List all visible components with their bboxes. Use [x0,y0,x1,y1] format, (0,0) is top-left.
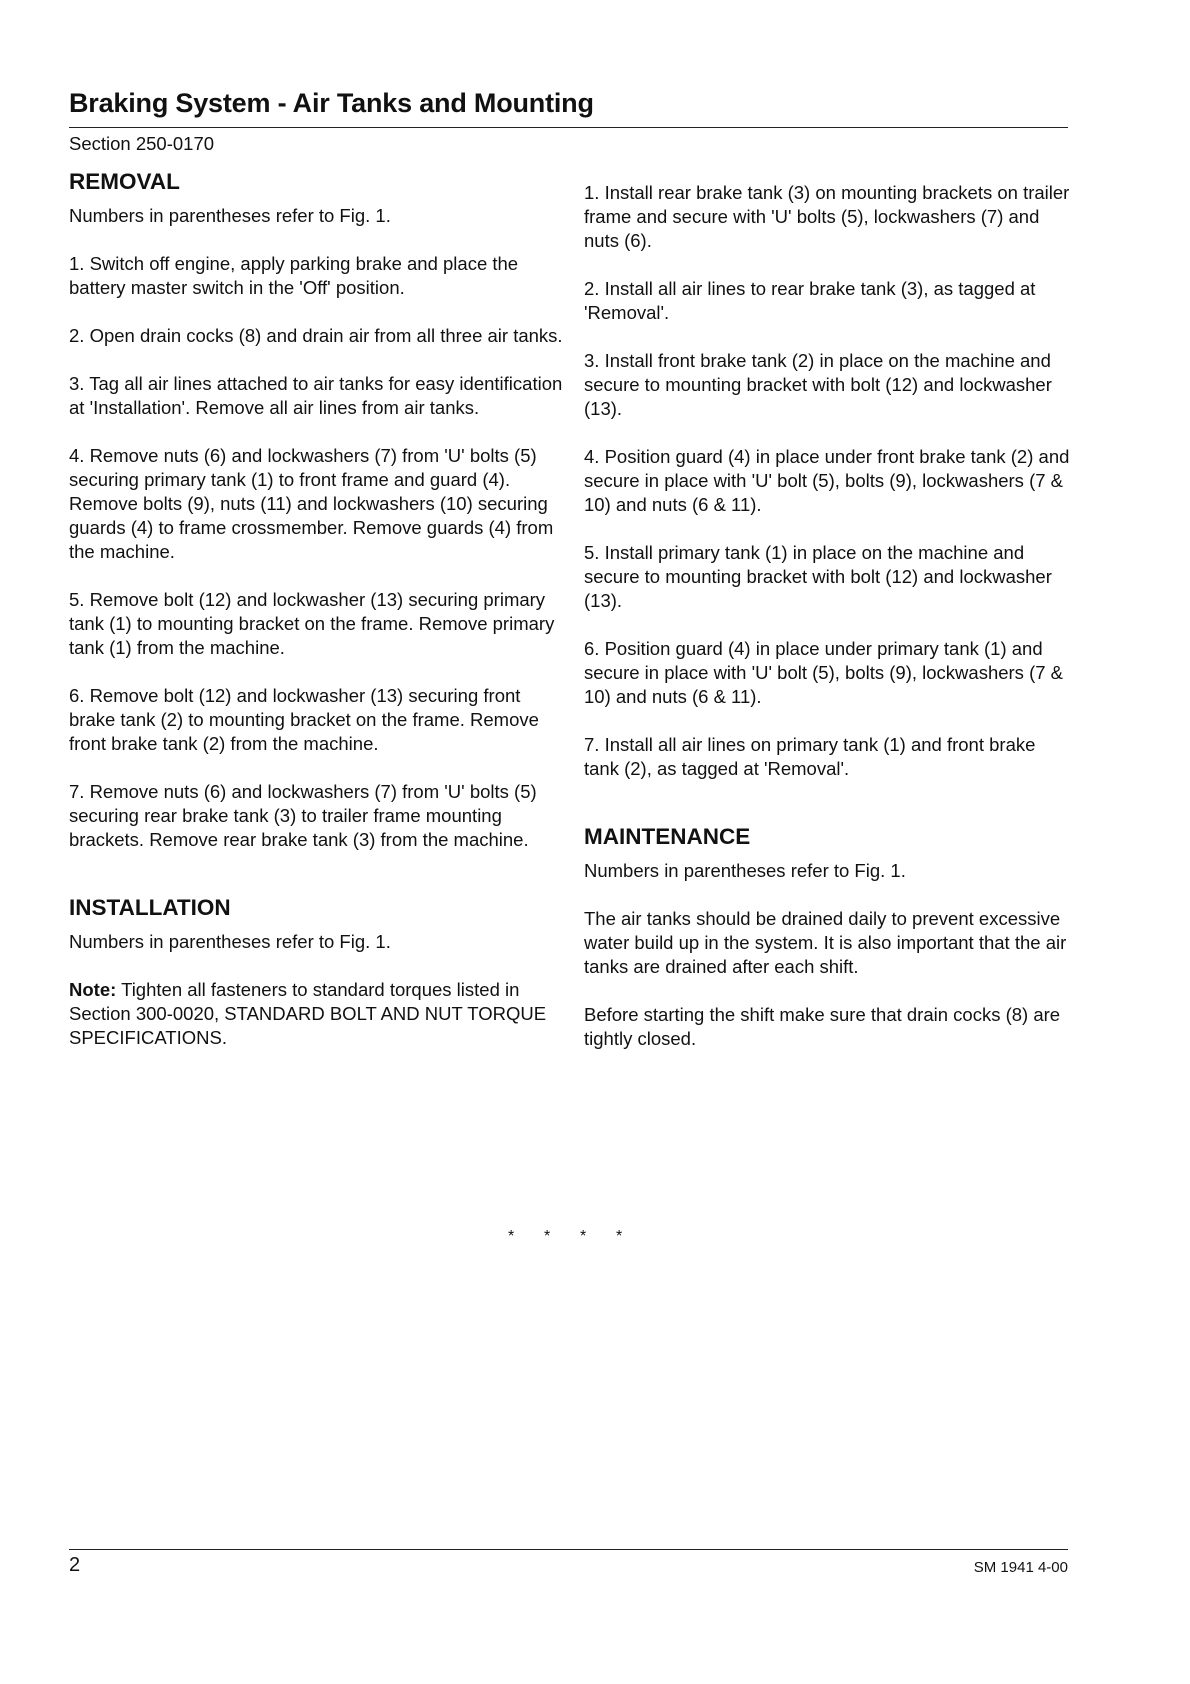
page-number: 2 [69,1554,81,1576]
removal-step: 7. Remove nuts (6) and lockwashers (7) from 'U' bolts (5) securing rear brake tank (3) to trailer frame mounting brackets. Remove rear brake tank (3) from the machine. [69,781,537,850]
left-column [69,167,569,1074]
removal-step: 6. Remove bolt (12) and lockwasher (13) securing front brake tank (2) to mounting bracket on the frame. Remove front brake tank (2) from the machine. [69,685,539,754]
installation-step: 5. Install primary tank (1) in place on the machine and secure to mounting bracket with bolt (12) and lockwasher (13). [584,542,1052,611]
installation-step: 7. Install all air lines on primary tank (1) and front brake tank (2), as tagged at 'Removal'. [584,734,1036,779]
removal-step: 5. Remove bolt (12) and lockwasher (13) securing primary tank (1) to mounting bracket on the frame. Remove primary tank (1) from the machine. [69,589,555,658]
installation-step: 4. Position guard (4) in place under front brake tank (2) and secure in place with 'U' bolt (5), bolts (9), lockwashers (7 & 10) and nuts (6 & 11). [584,446,1070,515]
maintenance-paragraph: The air tanks should be drained daily to prevent excessive water build up in the system. It is also important that the air tanks are drained after each shift. [584,908,1067,977]
installation-step: 3. Install front brake tank (2) in place on the machine and secure to mounting bracket with bolt (12) and lockwasher (13). [584,350,1052,419]
installation-step: 6. Position guard (4) in place under primary tank (1) and secure in place with 'U' bolt (5), bolts (9), lockwashers (7 & 10) and nuts (6 & 11). [584,638,1063,707]
installation-intro: Numbers in parentheses refer to Fig. 1. [69,931,391,952]
divider-star: * [580,1228,587,1245]
maintenance-paragraph: Before starting the shift make sure that drain cocks (8) are tightly closed. [584,1004,1061,1049]
removal-step: 2. Open drain cocks (8) and drain air from all three air tanks. [69,325,563,346]
title-divider [69,127,1068,128]
removal-step: 4. Remove nuts (6) and lockwashers (7) from 'U' bolts (5) securing primary tank (1) to front frame and guard (4). Remove bolts (9), nuts (11) and lockwashers (10) securing guards (4) to frame crossmember. Remove guards (4) from the machine. [69,445,554,562]
installation-heading: INSTALLATION [69,895,231,920]
maintenance-heading: MAINTENANCE [584,824,751,849]
note-text: Tighten all fasteners to standard torques listed in Section 300-0020, STANDARD BOLT AND NUT TORQUE SPECIFICATIONS. [69,979,547,1048]
footer-divider [69,1549,1068,1550]
divider-star: * [508,1228,515,1245]
maintenance-intro: Numbers in parentheses refer to Fig. 1. [584,860,906,881]
removal-heading: REMOVAL [69,169,180,194]
installation-note [69,978,569,1050]
removal-step: 1. Switch off engine, apply parking brake and place the battery master switch in the 'Off' position. [69,253,519,298]
installation-step: 2. Install all air lines to rear brake tank (3), as tagged at 'Removal'. [584,278,1036,323]
right-column [584,181,1074,1075]
divider-star: * [616,1228,623,1245]
document-reference: SM 1941 4-00 [973,1559,1068,1576]
section-number: Section 250-0170 [69,133,215,154]
end-of-section-divider [508,1228,652,1246]
page-title: Braking System - Air Tanks and Mounting [69,88,594,118]
note-label: Note: [69,979,117,1000]
removal-step: 3. Tag all air lines attached to air tanks for easy identification at 'Installation'. Remove all air lines from air tanks. [69,373,563,418]
installation-step: 1. Install rear brake tank (3) on mounting brackets on trailer frame and secure with 'U' bolts (5), lockwashers (7) and nuts (6). [584,182,1070,251]
removal-intro: Numbers in parentheses refer to Fig. 1. [69,205,391,226]
divider-star: * [544,1228,551,1245]
